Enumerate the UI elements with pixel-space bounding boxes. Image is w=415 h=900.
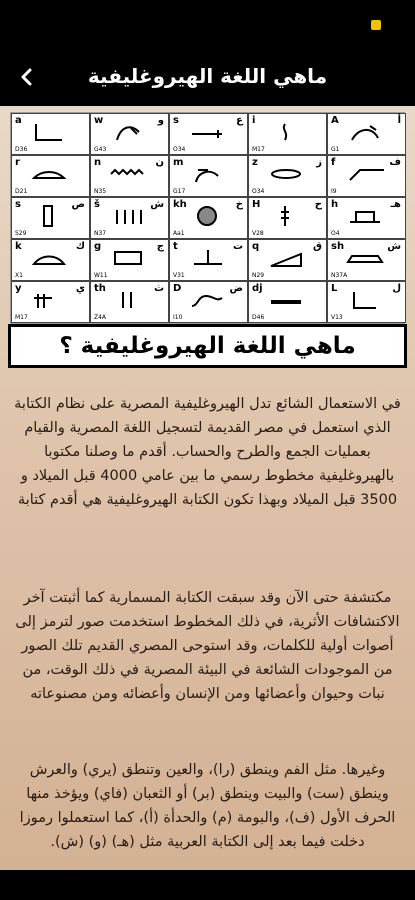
chart-cell <box>169 155 248 197</box>
chart-cell <box>169 113 248 155</box>
cell-letter: r <box>15 157 20 168</box>
article-paragraph-1: في الاستعمال الشائع تدل الهيروغليفية المصرية على نظام الكتابة الذي استعمل في مصر القديمة لتسجيل اللغة المصرية والقيام بعمليات الجمع والطرح والحساب. أقدم ما وصلنا مكتوبا بالهيروغليفية مخطوط رسمي ما بين عامي 4000 قبل الميلاد و 3500 قبل الميلاد وبهذا تكون الكتابة الهيروغليفية هي أقدم كتابة <box>14 396 401 508</box>
chart-cell <box>248 239 327 281</box>
hieroglyph-icon <box>267 120 305 144</box>
chart-cell <box>11 239 90 281</box>
cell-code: V13 <box>331 314 343 321</box>
cell-code: N37A <box>331 272 348 279</box>
cell-arabic-letter: ش <box>387 241 401 252</box>
hieroglyph-icon <box>30 120 68 144</box>
recording-indicator-icon <box>371 20 381 30</box>
hieroglyph-icon <box>109 204 147 228</box>
cell-letter: q <box>252 241 260 252</box>
cell-arabic-letter: ش <box>150 199 164 210</box>
hieroglyph-icon <box>188 288 226 312</box>
chart-cell <box>90 113 169 155</box>
chart-cell <box>248 155 327 197</box>
cell-code: S29 <box>15 230 27 237</box>
cell-arabic-letter: ث <box>153 283 164 294</box>
chart-cell <box>327 281 406 323</box>
cell-arabic-letter: ق <box>313 241 322 252</box>
cell-letter: f <box>331 157 336 168</box>
app-header <box>0 48 415 106</box>
cell-letter: sh <box>331 241 345 252</box>
cell-letter: dj <box>252 283 263 294</box>
status-bar <box>0 0 415 48</box>
cell-arabic-letter: ي <box>75 283 85 294</box>
cell-code: D21 <box>15 188 28 195</box>
cell-arabic-letter: و <box>157 115 164 126</box>
hieroglyph-icon <box>188 120 226 144</box>
article-content[interactable] <box>0 106 415 870</box>
hieroglyph-icon <box>188 246 226 270</box>
chart-cell <box>327 239 406 281</box>
hieroglyph-icon <box>188 204 226 228</box>
cell-letter: A <box>331 115 339 126</box>
hieroglyph-icon <box>346 246 384 270</box>
chart-cell <box>11 113 90 155</box>
chart-cell <box>169 281 248 323</box>
chart-cell <box>90 155 169 197</box>
article-paragraph-3: وغيرها. مثل الفم وينطق (را)، والعين وتنطق (يري) والعرش وينطق (ست) والبيت وينطق (بر) أو الثعبان (فاي) ويؤخذ منها الحرف الأول (ف)، والبومة (م) والحدأة (أ)، كما استعملوا رموزا دخلت فيما بعد إلى الكتابة العربية مثل (هـ) (و) (ش). <box>19 762 396 850</box>
chart-cell <box>90 197 169 239</box>
cell-code: O4 <box>331 230 340 237</box>
hieroglyph-icon <box>267 162 305 186</box>
hieroglyph-icon <box>346 288 384 312</box>
page-title: ماهي اللغة الهيروغليفية <box>87 64 328 88</box>
cell-letter: s <box>173 115 179 126</box>
cell-code: O34 <box>252 188 265 195</box>
cell-letter: kh <box>173 199 187 210</box>
cell-arabic-letter: ك <box>75 241 85 252</box>
cell-letter: š <box>94 199 100 210</box>
banner-title: ماهي اللغة الهيروغليفية ؟ <box>59 333 356 359</box>
cell-code: X1 <box>15 272 23 279</box>
chart-cell <box>248 197 327 239</box>
cell-letter: k <box>15 241 22 252</box>
cell-code: V28 <box>252 230 264 237</box>
hieroglyph-icon <box>346 204 384 228</box>
hieroglyph-icon <box>30 288 68 312</box>
cell-letter: a <box>15 115 22 126</box>
cell-arabic-letter: ت <box>232 241 243 252</box>
cell-code: G17 <box>173 188 186 195</box>
cell-letter: H <box>252 199 261 210</box>
cell-letter: g <box>94 241 102 252</box>
hieroglyph-icon <box>30 204 68 228</box>
hieroglyph-icon <box>30 162 68 186</box>
cell-code: N37 <box>94 230 107 237</box>
chart-cell <box>327 155 406 197</box>
cell-code: N35 <box>94 188 107 195</box>
title-banner <box>8 324 407 368</box>
cell-arabic-letter: ل <box>392 283 401 294</box>
cell-code: M17 <box>252 146 265 153</box>
hieroglyph-icon <box>267 246 305 270</box>
hieroglyph-icon <box>267 204 305 228</box>
hieroglyph-icon <box>267 288 305 312</box>
cell-code: O34 <box>173 146 186 153</box>
chart-cell <box>248 113 327 155</box>
cell-letter: m <box>173 157 184 168</box>
cell-arabic-letter: ن <box>155 157 164 168</box>
cell-letter: L <box>331 283 338 294</box>
hieroglyph-icon <box>188 162 226 186</box>
hieroglyph-icon <box>109 120 147 144</box>
cell-code: I9 <box>331 188 337 195</box>
cell-code: N29 <box>252 272 265 279</box>
cell-letter: h <box>331 199 339 210</box>
cell-arabic-letter: هـ <box>390 199 401 210</box>
cell-letter: n <box>94 157 102 168</box>
cell-arabic-letter: ح <box>314 199 322 210</box>
cell-arabic-letter: ص <box>71 199 85 210</box>
chart-cell <box>169 197 248 239</box>
article-paragraph-2: مكتشفة حتى الآن وقد سبقت الكتابة المسمارية كما أثبتت آخر الاكتشافات الأثرية، في ذلك المخطوط استخدمت صور لترمز إلى أصوات أولية للكلمات، وقد استوحى المصري القديم تلك الصور من الموجودات الشائعة في البيئة المصرية في ذلك الوقت، من نبات وحيوان وأعضائها ومن الإنسان وأعضائه ومن مصنوعاته <box>15 590 400 702</box>
hieroglyph-icon <box>109 246 147 270</box>
chart-cell <box>248 281 327 323</box>
cell-letter: th <box>94 283 106 294</box>
cell-code: V31 <box>173 272 185 279</box>
chart-cell <box>327 113 406 155</box>
chart-cell <box>169 239 248 281</box>
cell-code: W11 <box>94 272 108 279</box>
cell-arabic-letter: ج <box>156 241 164 252</box>
cell-code: G1 <box>331 146 340 153</box>
cell-code: D46 <box>252 314 265 321</box>
cell-letter: D <box>173 283 182 294</box>
cell-code: Aa1 <box>173 230 185 237</box>
hieroglyph-icon <box>109 162 147 186</box>
cell-code: M17 <box>15 314 28 321</box>
chart-cell <box>11 155 90 197</box>
cell-code: D36 <box>15 146 28 153</box>
cell-letter: w <box>94 115 104 126</box>
hieroglyph-icon <box>346 120 384 144</box>
chart-cell <box>327 197 406 239</box>
cell-arabic-letter: خ <box>235 199 243 210</box>
cell-code: Z4A <box>94 314 107 321</box>
hieroglyph-alphabet-chart <box>10 112 405 324</box>
hieroglyph-icon <box>346 162 384 186</box>
cell-arabic-letter: ف <box>389 157 401 168</box>
chart-cell <box>11 197 90 239</box>
cell-letter: z <box>252 157 258 168</box>
cell-code: I10 <box>173 314 183 321</box>
hieroglyph-icon <box>109 288 147 312</box>
bottom-bar <box>0 870 415 900</box>
cell-arabic-letter: أ <box>397 115 401 126</box>
chart-cell <box>11 281 90 323</box>
cell-arabic-letter: ز <box>316 157 322 168</box>
cell-letter: t <box>173 241 178 252</box>
cell-letter: y <box>15 283 22 294</box>
cell-code: G43 <box>94 146 107 153</box>
chart-cell <box>90 281 169 323</box>
chart-cell <box>90 239 169 281</box>
hieroglyph-icon <box>30 246 68 270</box>
cell-arabic-letter: ع <box>236 115 243 126</box>
cell-letter: i <box>252 115 256 126</box>
cell-arabic-letter: ض <box>229 283 243 294</box>
cell-letter: s <box>15 199 21 210</box>
